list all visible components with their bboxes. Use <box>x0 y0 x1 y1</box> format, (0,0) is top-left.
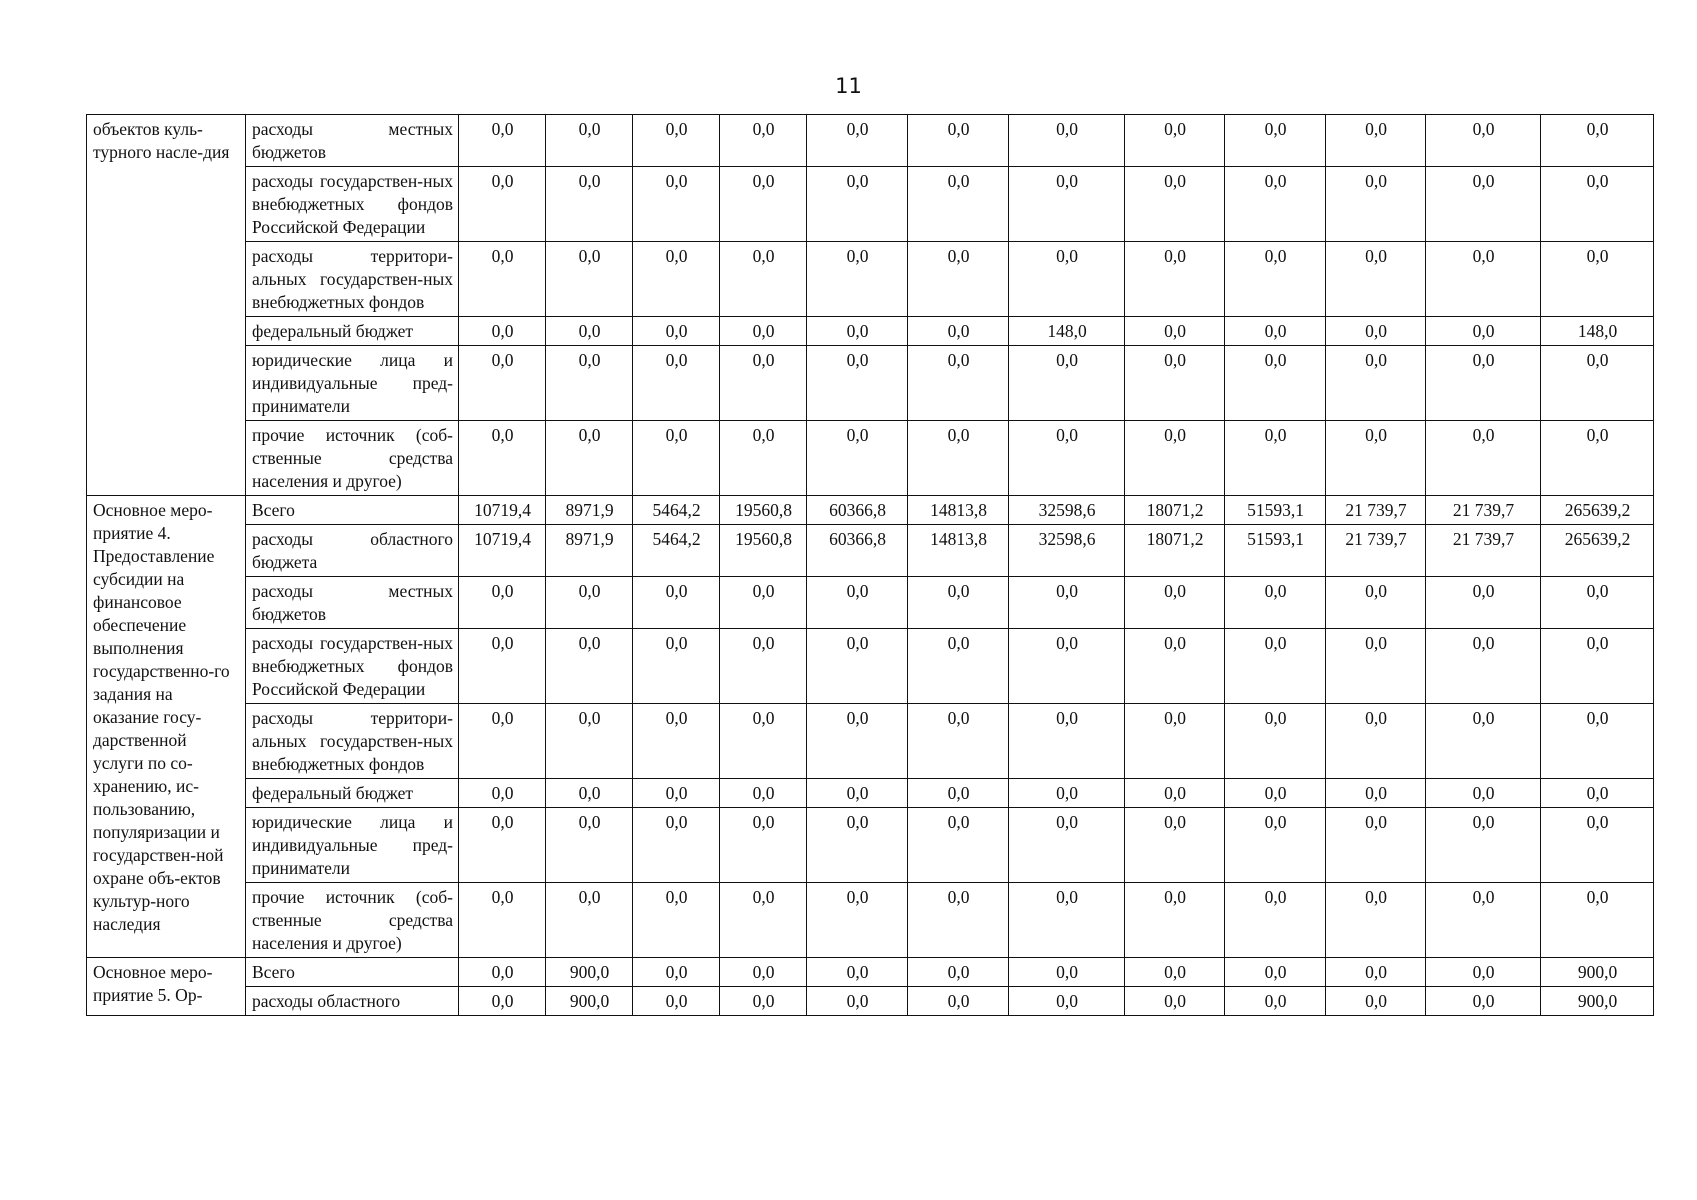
value-cell: 0,0 <box>1125 987 1225 1016</box>
value-cell: 0,0 <box>1326 629 1426 704</box>
value-cell: 0,0 <box>720 808 807 883</box>
value-cell: 0,0 <box>459 629 546 704</box>
value-cell: 10719,4 <box>459 496 546 525</box>
value-cell: 0,0 <box>1009 808 1125 883</box>
funding-source-cell: федеральный бюджет <box>246 317 459 346</box>
value-cell: 0,0 <box>807 958 908 987</box>
value-cell: 0,0 <box>1125 958 1225 987</box>
value-cell: 0,0 <box>546 883 633 958</box>
value-cell: 0,0 <box>720 167 807 242</box>
value-cell: 0,0 <box>1009 883 1125 958</box>
value-cell: 0,0 <box>720 779 807 808</box>
value-cell: 0,0 <box>1225 958 1326 987</box>
value-cell: 0,0 <box>1009 421 1125 496</box>
value-cell: 0,0 <box>1426 958 1541 987</box>
value-cell: 0,0 <box>1125 167 1225 242</box>
value-cell: 0,0 <box>459 779 546 808</box>
value-cell: 0,0 <box>1426 577 1541 629</box>
value-cell: 0,0 <box>633 629 720 704</box>
value-cell: 0,0 <box>1125 242 1225 317</box>
value-cell: 0,0 <box>633 317 720 346</box>
program-name-cell: объектов куль-турного насле-дия <box>87 115 246 496</box>
value-cell: 900,0 <box>546 987 633 1016</box>
value-cell: 0,0 <box>1541 779 1654 808</box>
table-row <box>87 883 1654 958</box>
value-cell: 0,0 <box>908 808 1009 883</box>
value-cell: 0,0 <box>546 629 633 704</box>
value-cell: 0,0 <box>459 704 546 779</box>
value-cell: 0,0 <box>459 987 546 1016</box>
value-cell: 0,0 <box>1541 704 1654 779</box>
value-cell: 0,0 <box>1426 883 1541 958</box>
value-cell: 0,0 <box>1225 779 1326 808</box>
value-cell: 0,0 <box>1326 346 1426 421</box>
value-cell: 0,0 <box>908 704 1009 779</box>
value-cell: 0,0 <box>633 167 720 242</box>
funding-source-cell: расходы местных бюджетов <box>246 577 459 629</box>
value-cell: 0,0 <box>720 242 807 317</box>
value-cell: 0,0 <box>1225 346 1326 421</box>
table-row <box>87 808 1654 883</box>
value-cell: 0,0 <box>1225 883 1326 958</box>
value-cell: 0,0 <box>1009 577 1125 629</box>
value-cell: 0,0 <box>807 242 908 317</box>
value-cell: 0,0 <box>1009 704 1125 779</box>
funding-source-cell: Всего <box>246 958 459 987</box>
value-cell: 0,0 <box>633 115 720 167</box>
value-cell: 21 739,7 <box>1426 496 1541 525</box>
program-name-cell: Основное меро-приятие 4. Предоставление субсидии на финансовое обеспечение выполнения государственно-го задания на оказание госу-дарственной услуги по со-хранению, ис-пользованию, популяризации и государствен-ной охране объ-ектов культур-ного наследия <box>87 496 246 958</box>
value-cell: 0,0 <box>1225 242 1326 317</box>
table-row <box>87 987 1654 1016</box>
funding-source-cell: расходы территори-альных государствен-ных внебюджетных фондов <box>246 704 459 779</box>
value-cell: 0,0 <box>1326 115 1426 167</box>
value-cell: 21 739,7 <box>1326 525 1426 577</box>
value-cell: 0,0 <box>1225 577 1326 629</box>
table-row <box>87 317 1654 346</box>
funding-source-cell: федеральный бюджет <box>246 779 459 808</box>
value-cell: 148,0 <box>1541 317 1654 346</box>
value-cell: 0,0 <box>1225 704 1326 779</box>
value-cell: 0,0 <box>807 167 908 242</box>
value-cell: 0,0 <box>1541 808 1654 883</box>
value-cell: 5464,2 <box>633 525 720 577</box>
table-row <box>87 629 1654 704</box>
value-cell: 0,0 <box>1225 808 1326 883</box>
value-cell: 0,0 <box>1009 346 1125 421</box>
value-cell: 0,0 <box>633 242 720 317</box>
value-cell: 0,0 <box>1009 987 1125 1016</box>
value-cell: 0,0 <box>720 421 807 496</box>
value-cell: 32598,6 <box>1009 525 1125 577</box>
value-cell: 0,0 <box>1225 167 1326 242</box>
value-cell: 0,0 <box>1225 629 1326 704</box>
value-cell: 0,0 <box>546 115 633 167</box>
value-cell: 0,0 <box>908 346 1009 421</box>
value-cell: 0,0 <box>1125 346 1225 421</box>
value-cell: 0,0 <box>1009 115 1125 167</box>
value-cell: 0,0 <box>1009 779 1125 808</box>
funding-source-cell: расходы областного <box>246 987 459 1016</box>
table-row <box>87 525 1654 577</box>
value-cell: 0,0 <box>1125 577 1225 629</box>
funding-source-cell: расходы государствен-ных внебюджетных фондов Российской Федерации <box>246 629 459 704</box>
value-cell: 0,0 <box>1125 808 1225 883</box>
value-cell: 0,0 <box>908 115 1009 167</box>
value-cell: 0,0 <box>1125 421 1225 496</box>
value-cell: 32598,6 <box>1009 496 1125 525</box>
value-cell: 0,0 <box>1541 577 1654 629</box>
value-cell: 0,0 <box>1009 958 1125 987</box>
value-cell: 0,0 <box>720 987 807 1016</box>
value-cell: 8971,9 <box>546 496 633 525</box>
value-cell: 0,0 <box>1326 987 1426 1016</box>
value-cell: 0,0 <box>459 883 546 958</box>
value-cell: 0,0 <box>459 317 546 346</box>
value-cell: 0,0 <box>1225 317 1326 346</box>
value-cell: 0,0 <box>908 421 1009 496</box>
value-cell: 900,0 <box>1541 987 1654 1016</box>
value-cell: 0,0 <box>546 704 633 779</box>
value-cell: 0,0 <box>1009 167 1125 242</box>
budget-table <box>86 114 1654 1016</box>
value-cell: 0,0 <box>1326 577 1426 629</box>
value-cell: 0,0 <box>1426 115 1541 167</box>
value-cell: 0,0 <box>546 346 633 421</box>
value-cell: 0,0 <box>720 577 807 629</box>
value-cell: 0,0 <box>807 808 908 883</box>
value-cell: 0,0 <box>1426 167 1541 242</box>
value-cell: 0,0 <box>720 346 807 421</box>
table-row <box>87 167 1654 242</box>
value-cell: 148,0 <box>1009 317 1125 346</box>
value-cell: 0,0 <box>1125 779 1225 808</box>
table-row <box>87 421 1654 496</box>
value-cell: 0,0 <box>1009 242 1125 317</box>
value-cell: 0,0 <box>459 577 546 629</box>
value-cell: 0,0 <box>908 629 1009 704</box>
value-cell: 0,0 <box>546 167 633 242</box>
value-cell: 0,0 <box>807 704 908 779</box>
value-cell: 0,0 <box>720 958 807 987</box>
value-cell: 0,0 <box>1541 346 1654 421</box>
value-cell: 0,0 <box>908 317 1009 346</box>
value-cell: 0,0 <box>459 346 546 421</box>
value-cell: 0,0 <box>1541 167 1654 242</box>
value-cell: 51593,1 <box>1225 496 1326 525</box>
value-cell: 900,0 <box>546 958 633 987</box>
value-cell: 0,0 <box>807 421 908 496</box>
value-cell: 0,0 <box>633 883 720 958</box>
value-cell: 0,0 <box>720 115 807 167</box>
value-cell: 0,0 <box>1326 421 1426 496</box>
value-cell: 0,0 <box>546 317 633 346</box>
value-cell: 0,0 <box>1225 115 1326 167</box>
value-cell: 0,0 <box>908 883 1009 958</box>
table-row <box>87 577 1654 629</box>
value-cell: 60366,8 <box>807 525 908 577</box>
value-cell: 0,0 <box>1326 883 1426 958</box>
table-row <box>87 346 1654 421</box>
value-cell: 10719,4 <box>459 525 546 577</box>
table-row <box>87 115 1654 167</box>
funding-source-cell: Всего <box>246 496 459 525</box>
funding-source-cell: расходы государствен-ных внебюджетных фондов Российской Федерации <box>246 167 459 242</box>
value-cell: 0,0 <box>807 629 908 704</box>
value-cell: 0,0 <box>1225 987 1326 1016</box>
funding-source-cell: расходы территори-альных государствен-ных внебюджетных фондов <box>246 242 459 317</box>
value-cell: 0,0 <box>1225 421 1326 496</box>
value-cell: 18071,2 <box>1125 496 1225 525</box>
funding-source-cell: прочие источник (соб-ственные средства населения и другое) <box>246 883 459 958</box>
value-cell: 51593,1 <box>1225 525 1326 577</box>
value-cell: 0,0 <box>546 808 633 883</box>
value-cell: 0,0 <box>459 167 546 242</box>
funding-source-cell: расходы областного бюджета <box>246 525 459 577</box>
page-number: 11 <box>835 74 862 98</box>
value-cell: 0,0 <box>546 421 633 496</box>
table-row <box>87 496 1654 525</box>
value-cell: 0,0 <box>1326 317 1426 346</box>
value-cell: 0,0 <box>1426 987 1541 1016</box>
value-cell: 0,0 <box>1009 629 1125 704</box>
table-row <box>87 779 1654 808</box>
value-cell: 14813,8 <box>908 525 1009 577</box>
value-cell: 0,0 <box>720 883 807 958</box>
value-cell: 0,0 <box>1541 883 1654 958</box>
value-cell: 0,0 <box>908 779 1009 808</box>
value-cell: 0,0 <box>633 704 720 779</box>
table-body <box>87 115 1654 1016</box>
value-cell: 0,0 <box>633 346 720 421</box>
value-cell: 21 739,7 <box>1426 525 1541 577</box>
value-cell: 0,0 <box>459 958 546 987</box>
value-cell: 0,0 <box>1125 883 1225 958</box>
value-cell: 0,0 <box>1541 242 1654 317</box>
value-cell: 0,0 <box>807 115 908 167</box>
value-cell: 8971,9 <box>546 525 633 577</box>
value-cell: 0,0 <box>1326 242 1426 317</box>
value-cell: 21 739,7 <box>1326 496 1426 525</box>
value-cell: 0,0 <box>908 577 1009 629</box>
value-cell: 0,0 <box>1541 421 1654 496</box>
value-cell: 265639,2 <box>1541 525 1654 577</box>
value-cell: 0,0 <box>807 577 908 629</box>
value-cell: 0,0 <box>1125 704 1225 779</box>
value-cell: 0,0 <box>1426 346 1541 421</box>
value-cell: 0,0 <box>1426 808 1541 883</box>
value-cell: 0,0 <box>633 577 720 629</box>
value-cell: 14813,8 <box>908 496 1009 525</box>
value-cell: 0,0 <box>1326 808 1426 883</box>
value-cell: 0,0 <box>807 883 908 958</box>
value-cell: 0,0 <box>546 577 633 629</box>
value-cell: 0,0 <box>633 808 720 883</box>
value-cell: 0,0 <box>1125 317 1225 346</box>
value-cell: 0,0 <box>908 987 1009 1016</box>
table-row <box>87 704 1654 779</box>
value-cell: 0,0 <box>1426 704 1541 779</box>
funding-source-cell: прочие источник (соб-ственные средства населения и другое) <box>246 421 459 496</box>
value-cell: 0,0 <box>633 987 720 1016</box>
value-cell: 0,0 <box>459 115 546 167</box>
table-row <box>87 958 1654 987</box>
value-cell: 0,0 <box>1326 958 1426 987</box>
value-cell: 0,0 <box>1541 115 1654 167</box>
funding-source-cell: расходы местных бюджетов <box>246 115 459 167</box>
value-cell: 0,0 <box>807 346 908 421</box>
value-cell: 900,0 <box>1541 958 1654 987</box>
value-cell: 0,0 <box>633 779 720 808</box>
value-cell: 0,0 <box>720 704 807 779</box>
value-cell: 0,0 <box>1326 704 1426 779</box>
value-cell: 0,0 <box>1541 629 1654 704</box>
value-cell: 0,0 <box>1125 115 1225 167</box>
funding-source-cell: юридические лица и индивидуальные пред-приниматели <box>246 808 459 883</box>
value-cell: 0,0 <box>459 808 546 883</box>
value-cell: 0,0 <box>546 242 633 317</box>
value-cell: 0,0 <box>1426 421 1541 496</box>
value-cell: 0,0 <box>459 421 546 496</box>
value-cell: 0,0 <box>1326 167 1426 242</box>
value-cell: 0,0 <box>807 317 908 346</box>
value-cell: 0,0 <box>633 421 720 496</box>
value-cell: 0,0 <box>1426 317 1541 346</box>
value-cell: 0,0 <box>807 779 908 808</box>
value-cell: 0,0 <box>1125 629 1225 704</box>
value-cell: 0,0 <box>1426 779 1541 808</box>
value-cell: 19560,8 <box>720 496 807 525</box>
value-cell: 0,0 <box>1426 242 1541 317</box>
value-cell: 60366,8 <box>807 496 908 525</box>
value-cell: 0,0 <box>720 629 807 704</box>
value-cell: 0,0 <box>720 317 807 346</box>
value-cell: 0,0 <box>1326 779 1426 808</box>
value-cell: 0,0 <box>908 958 1009 987</box>
value-cell: 5464,2 <box>633 496 720 525</box>
value-cell: 0,0 <box>807 987 908 1016</box>
program-name-cell: Основное меро-приятие 5. Ор- <box>87 958 246 1016</box>
value-cell: 18071,2 <box>1125 525 1225 577</box>
value-cell: 0,0 <box>546 779 633 808</box>
value-cell: 0,0 <box>908 242 1009 317</box>
funding-source-cell: юридические лица и индивидуальные пред-приниматели <box>246 346 459 421</box>
value-cell: 0,0 <box>908 167 1009 242</box>
table-row <box>87 242 1654 317</box>
value-cell: 19560,8 <box>720 525 807 577</box>
value-cell: 265639,2 <box>1541 496 1654 525</box>
value-cell: 0,0 <box>459 242 546 317</box>
value-cell: 0,0 <box>633 958 720 987</box>
value-cell: 0,0 <box>1426 629 1541 704</box>
